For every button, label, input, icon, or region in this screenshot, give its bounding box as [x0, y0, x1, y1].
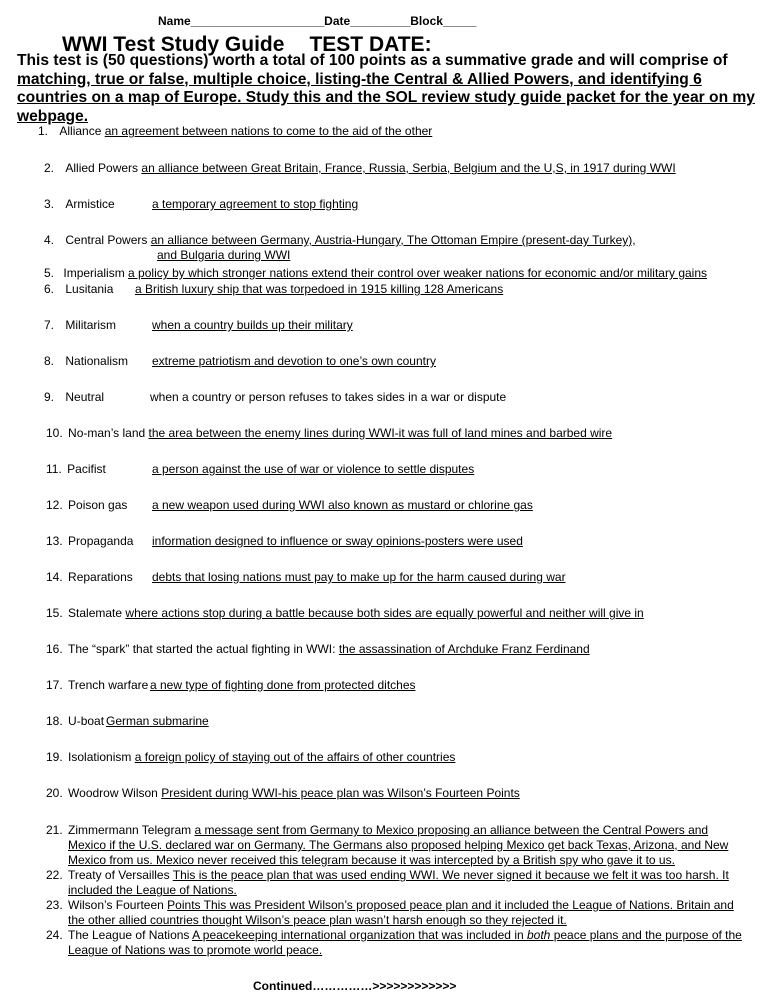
- item-number: 2.: [44, 161, 55, 175]
- block-blank[interactable]: _____: [442, 14, 477, 28]
- item-definition: Points This was President Wilson’s proposed peace plan and it included the League of Nations. Britain and the other allied countries thought Wilson’s peace plan wasn’t harsh enough so they rejected it.: [68, 898, 734, 927]
- list-item: [46, 606, 644, 621]
- item-definition: [152, 354, 436, 369]
- test-date-label: TEST DATE:: [309, 33, 432, 56]
- list-item: [44, 282, 113, 297]
- item-number: 17.: [46, 678, 63, 692]
- item-number: 20.: [46, 786, 63, 800]
- list-item: [46, 570, 133, 585]
- item-definition: an alliance between Great Britain, France, Russia, Serbia, Belgium and the U,S, in 1917 during WWI: [141, 161, 676, 175]
- item-definition: a temporary agreement to stop fighting: [152, 197, 359, 211]
- list-item: [46, 786, 520, 801]
- name-label: Name: [158, 14, 191, 28]
- continued-note: Continued……………>>>>>>>>>>>>: [253, 979, 457, 993]
- item-definition: This is the peace plan that was used ending WWI. We never signed it because we felt it was too harsh. It included the League of Nations.: [68, 868, 729, 897]
- item-term: Militarism: [65, 318, 117, 332]
- item-term: Stalemate: [68, 606, 123, 620]
- item-term: Alliance: [59, 124, 102, 138]
- item-term: The League of Nations: [68, 928, 190, 942]
- item-definition: where actions stop during a battle because both sides are equally powerful and neither will give in: [125, 606, 644, 620]
- list-item: [68, 898, 748, 928]
- item-definition: an agreement between nations to come to the aid of the other: [104, 124, 433, 138]
- intro-paragraph: [17, 52, 757, 126]
- item-number: 7.: [44, 318, 55, 332]
- item-definition: a message sent from Germany to Mexico proposing an alliance between the Central Powers and Mexico if the U.S. declared war on Germany. The Germans also proposed helping Mexico get back Texas, Arizona, and New Mexico from us. Mexico never received this telegram because it was intercepted by a British spy who gave it to us.: [68, 823, 729, 867]
- list-item: [68, 928, 748, 958]
- item-term: Lusitania: [65, 282, 114, 296]
- item-number: 24.: [46, 928, 63, 942]
- item-term: Central Powers: [65, 233, 148, 247]
- intro-underlined: matching, true or false, multiple choice, listing-the Central & Allied Powers, and identifying 6 countries on a map of Europe. Study this and the SOL review study guide packet for the year on my webpage.: [17, 70, 755, 125]
- list-item: [46, 750, 455, 765]
- item-number: 15.: [46, 606, 63, 620]
- item-term: Isolationism: [68, 750, 132, 764]
- item-definition-continued: and Bulgaria during WWI: [157, 248, 291, 262]
- list-item: [44, 161, 676, 176]
- item-term: U-boat: [68, 714, 105, 728]
- date-blank[interactable]: _________: [350, 14, 411, 28]
- list-item: [44, 318, 116, 333]
- list-item: [46, 498, 127, 513]
- block-label: Block: [410, 14, 443, 28]
- item-term: Wilson’s Fourteen: [68, 898, 164, 912]
- item-definition: a foreign policy of staying out of the affairs of other countries: [134, 750, 456, 764]
- item-definition: the area between the enemy lines during WWI-it was full of land mines and barbed wire: [148, 426, 613, 440]
- item-term: Neutral: [65, 390, 105, 404]
- item-number: 12.: [46, 498, 63, 512]
- item-term: Armistice: [65, 197, 115, 211]
- item-definition: A peacekeeping international organization that was included in: [192, 928, 527, 942]
- item-number: 19.: [46, 750, 63, 764]
- item-definition-end: peace plans and the purpose of the League of Nations was to promote world peace.: [68, 928, 742, 957]
- item-number: 18.: [46, 714, 63, 728]
- title-text: WWI Test Study Guide: [62, 33, 285, 56]
- item-number: 3.: [44, 197, 55, 211]
- item-definition: a new weapon used during WWI also known as mustard or chlorine gas: [152, 498, 533, 512]
- item-term: Propaganda: [68, 534, 134, 548]
- item-number: 5.: [44, 266, 55, 280]
- item-term: No-man’s land: [68, 426, 146, 440]
- item-definition: a new type of fighting done from protected ditches: [150, 678, 416, 692]
- list-item: [44, 390, 104, 405]
- list-item: [44, 233, 636, 248]
- item-number: 11.: [46, 462, 62, 476]
- item-number: 22.: [46, 868, 63, 882]
- item-definition: a person against the use of war or violence to settle disputes: [152, 462, 475, 476]
- list-item: [44, 197, 115, 212]
- list-item: [68, 868, 758, 898]
- item-number: 21.: [46, 823, 63, 837]
- item-number: 4.: [44, 233, 55, 247]
- item-definition: the assassination of Archduke Franz Ferdinand: [338, 642, 590, 656]
- item-term: The “spark” that started the actual fighting in WWI:: [68, 642, 336, 656]
- name-blank[interactable]: ____________________: [190, 14, 325, 28]
- item-definition: when a country or person refuses to takes sides in a war or dispute: [150, 390, 507, 404]
- item-term: Poison gas: [68, 498, 128, 512]
- item-number: 16.: [46, 642, 63, 656]
- item-term: Treaty of Versailles: [68, 868, 170, 882]
- list-item: [46, 678, 148, 693]
- item-definition-emphasis: both: [527, 928, 551, 942]
- item-number: 23.: [46, 898, 63, 912]
- item-definition: information designed to influence or sway opinions-posters were used: [152, 534, 523, 548]
- list-item: [68, 823, 748, 868]
- list-item: [38, 124, 432, 139]
- item-definition: when a country builds up their military: [152, 318, 353, 332]
- item-term: Imperialism: [63, 266, 125, 280]
- item-term: Reparations: [68, 570, 133, 584]
- list-item: [46, 426, 612, 441]
- list-item: [46, 462, 106, 477]
- item-term: Trench warfare: [68, 678, 149, 692]
- date-label: Date: [324, 14, 351, 28]
- item-number: 1.: [38, 124, 49, 138]
- item-term: Woodrow Wilson: [68, 786, 158, 800]
- item-definition-rest: to one’s own country: [322, 354, 436, 368]
- list-item: [44, 354, 128, 369]
- item-definition-part: extreme patriotism and devotion: [152, 354, 323, 368]
- item-definition: a British luxury ship that was torpedoed in 1915 killing 128 Americans: [135, 282, 504, 296]
- item-term: Allied Powers: [65, 161, 139, 175]
- item-term: Pacifist: [67, 462, 106, 476]
- item-definition: German submarine: [106, 714, 209, 728]
- item-number: 14.: [46, 570, 63, 584]
- item-number: 8.: [44, 354, 55, 368]
- item-definition: an alliance between Germany, Austria-Hungary, The Ottoman Empire (present-day Turkey),: [150, 233, 636, 247]
- item-term: Zimmermann Telegram: [68, 823, 192, 837]
- list-item: [46, 642, 590, 657]
- list-item: [46, 714, 104, 729]
- list-item: [46, 534, 133, 549]
- item-number: 6.: [44, 282, 55, 296]
- item-term: Nationalism: [65, 354, 129, 368]
- header-fields: [158, 14, 476, 28]
- item-number: 13.: [46, 534, 63, 548]
- intro-plain: This test is (50 questions) worth a total of 100 points as a summative grade and will comprise of: [17, 52, 728, 69]
- item-definition: President during WWI-his peace plan was Wilson’s Fourteen Points: [161, 786, 520, 800]
- item-definition: a policy by which stronger nations extend their control over weaker nations for economic and/or military gains: [128, 266, 707, 280]
- item-definition: debts that losing nations must pay to make up for the harm caused during war: [152, 570, 566, 584]
- item-number: 10.: [46, 426, 63, 440]
- item-number: 9.: [44, 390, 55, 404]
- list-item: [44, 266, 707, 281]
